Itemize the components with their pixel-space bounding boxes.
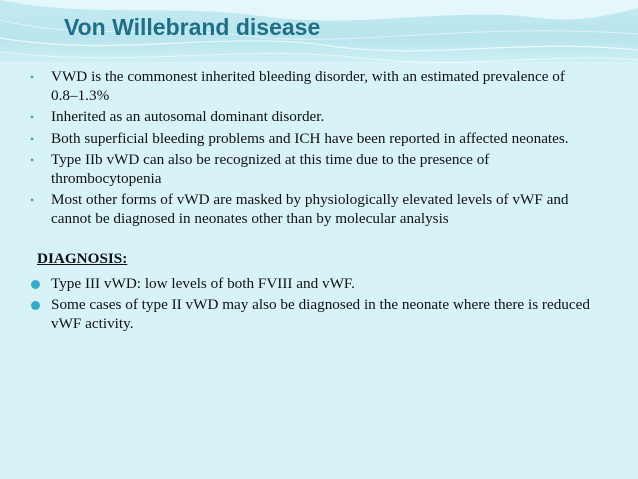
diagnosis-item	[30, 275, 590, 294]
diagnosis-heading: DIAGNOSIS:	[37, 250, 128, 267]
bullet-marker-icon: •	[30, 70, 35, 84]
diagnosis-item	[30, 296, 590, 333]
bullet-text: Both superficial bleeding problems and ICH have been reported in affected neonates.	[51, 129, 569, 147]
bullet-item	[30, 151, 590, 188]
bullet-text: VWD is the commonest inherited bleeding disorder, with an estimated prevalence of 0.8–1.3%	[51, 68, 565, 104]
bullet-item	[30, 191, 590, 228]
bullet-item	[30, 68, 590, 105]
circle-bullet-icon	[31, 280, 40, 289]
bullet-text: Inherited as an autosomal dominant disorder.	[51, 108, 325, 125]
diagnosis-text: Some cases of type II vWD may also be diagnosed in the neonate where there is reduced vWF activity.	[51, 296, 590, 332]
bullet-text: Type IIb vWD can also be recognized at this time due to the presence of thrombocytopenia	[51, 151, 490, 187]
bullet-marker-icon: •	[30, 193, 35, 207]
bullet-marker-icon: •	[30, 110, 35, 124]
bullet-marker-icon: •	[30, 153, 35, 167]
slide-content	[30, 68, 590, 336]
bullet-item	[30, 108, 590, 127]
slide-title: Von Willebrand disease	[64, 14, 321, 40]
bullet-marker-icon: •	[30, 131, 35, 146]
diagnosis-text: Type III vWD: low levels of both FVIII and vWF.	[51, 274, 355, 292]
circle-bullet-icon	[31, 301, 40, 310]
bullet-text: Most other forms of vWD are masked by physiologically elevated levels of vWF and cannot be diagnosed in neonates other than by molecular analysis	[51, 191, 569, 227]
bullet-item	[30, 130, 590, 149]
